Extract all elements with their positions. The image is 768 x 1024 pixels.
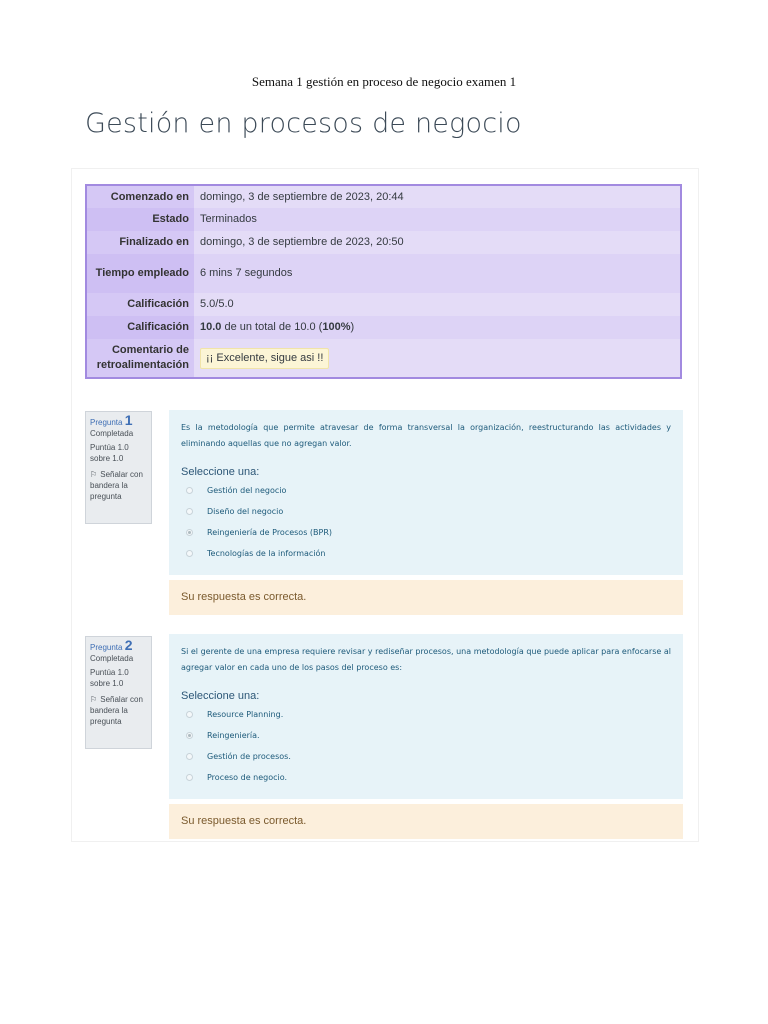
- summary-row: [86, 231, 681, 254]
- question-label: Pregunta: [90, 643, 123, 652]
- flag-question-label: Señalar con bandera la pregunta: [90, 470, 143, 501]
- answer-option[interactable]: [181, 725, 671, 746]
- radio-button-icon[interactable]: [186, 550, 193, 557]
- radio-button-icon[interactable]: [186, 508, 193, 515]
- answer-option-label: Gestión de procesos.: [207, 751, 291, 761]
- answer-option-label: Resource Planning.: [207, 709, 284, 719]
- question-prompt: Seleccione una:: [181, 466, 260, 478]
- answer-option-label: Tecnologías de la información: [207, 548, 326, 558]
- answer-option[interactable]: [181, 746, 671, 767]
- question-prompt: Seleccione una:: [181, 690, 260, 702]
- radio-button-icon[interactable]: [186, 711, 193, 718]
- summary-label: Finalizado en: [86, 231, 194, 254]
- answer-option-label: Diseño del negocio: [207, 506, 284, 516]
- answer-option-label: Reingeniería.: [207, 730, 260, 740]
- question-label: Pregunta: [90, 418, 123, 427]
- page-title: Gestión en procesos de negocio: [85, 108, 522, 139]
- grade-percent: 100%: [322, 321, 351, 333]
- radio-button-icon[interactable]: [186, 732, 193, 739]
- summary-label: Estado: [86, 208, 194, 231]
- answer-option[interactable]: [181, 522, 671, 543]
- summary-row: [86, 316, 681, 339]
- flag-question-link[interactable]: [90, 694, 147, 727]
- answer-option-label: Reingeniería de Procesos (BPR): [207, 527, 333, 537]
- question-state: Completada: [90, 654, 134, 663]
- radio-button-icon[interactable]: [186, 487, 193, 494]
- answer-option-label: Proceso de negocio.: [207, 772, 288, 782]
- radio-button-icon[interactable]: [186, 529, 193, 536]
- flag-question-label: Señalar con bandera la pregunta: [90, 695, 143, 726]
- summary-row: [86, 293, 681, 316]
- answer-option[interactable]: [181, 543, 671, 564]
- attempt-summary-table: [85, 184, 682, 379]
- summary-value: 5.0/5.0: [200, 298, 234, 310]
- answer-option[interactable]: [181, 767, 671, 788]
- answer-option[interactable]: [181, 501, 671, 522]
- question-info: [85, 411, 152, 524]
- question-number: 2: [124, 637, 133, 653]
- grade-total: de un total de 10.0 (: [221, 321, 323, 333]
- question-state: Completada: [90, 429, 134, 438]
- summary-value: Terminados: [194, 208, 681, 231]
- question-content: [169, 410, 683, 575]
- answer-feedback: Su respuesta es correcta.: [169, 804, 683, 839]
- summary-row: [86, 339, 681, 378]
- answer-option[interactable]: [181, 704, 671, 725]
- document-heading: Semana 1 gestión en proceso de negocio examen 1: [251, 74, 517, 89]
- summary-value: 6 mins 7 segundos: [194, 254, 681, 293]
- radio-button-icon[interactable]: [186, 774, 193, 781]
- answer-option[interactable]: [181, 480, 671, 501]
- flag-question-link[interactable]: [90, 469, 147, 502]
- summary-label: Comentario de retroalimentación: [86, 339, 194, 378]
- summary-row: [86, 185, 681, 208]
- summary-label: Calificación: [86, 293, 194, 316]
- question-score: Puntúa 1.0 sobre 1.0: [90, 668, 129, 688]
- summary-label: Tiempo empleado: [86, 254, 194, 293]
- question-number: 1: [124, 412, 133, 428]
- summary-value: [194, 316, 681, 339]
- summary-label: Calificación: [86, 316, 194, 339]
- summary-row: [86, 254, 681, 293]
- summary-value: domingo, 3 de septiembre de 2023, 20:44: [200, 190, 404, 203]
- answer-option-label: Gestión del negocio: [207, 485, 287, 495]
- grade-score: 10.0: [200, 321, 222, 333]
- question-text: Es la metodología que permite atravesar de forma transversal la organización, reestructurando las actividades y eliminando aquellas que no agregan valor.: [181, 423, 671, 448]
- question-content: [169, 634, 683, 799]
- question-info: [85, 636, 152, 749]
- summary-value: domingo, 3 de septiembre de 2023, 20:50: [200, 236, 404, 248]
- radio-button-icon[interactable]: [186, 753, 193, 760]
- flag-icon: ⚐: [90, 695, 98, 704]
- question-score: Puntúa 1.0 sobre 1.0: [90, 443, 129, 463]
- grade-close: ): [350, 321, 355, 333]
- flag-icon: ⚐: [90, 470, 98, 479]
- question-text: Si el gerente de una empresa requiere revisar y rediseñar procesos, una metodología que puede aplicar para enfocarse al agregar valor en cada uno de los pasos del proceso es:: [181, 647, 671, 672]
- summary-row: [86, 208, 681, 231]
- summary-value: [194, 339, 681, 378]
- summary-label: Comenzado en: [86, 185, 194, 208]
- feedback-chip: ¡¡ Excelente, sigue asi !!: [200, 348, 329, 369]
- answer-feedback: Su respuesta es correcta.: [169, 580, 683, 615]
